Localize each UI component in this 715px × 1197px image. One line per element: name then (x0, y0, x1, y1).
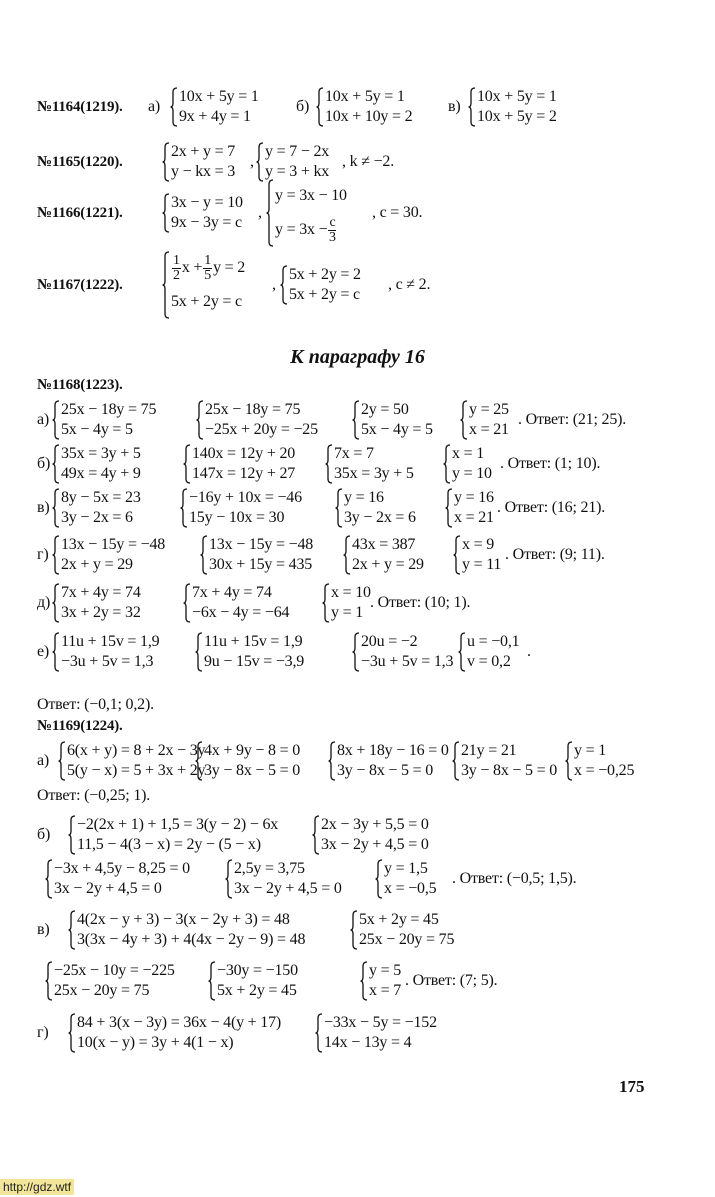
fraction (328, 216, 336, 245)
equation-line: 7x = 7 (334, 445, 374, 462)
equation-line: 20u = −2 (361, 633, 418, 650)
equation-line: 2x + y = 29 (61, 556, 133, 573)
system-lines (217, 961, 298, 1001)
system-lines (325, 87, 412, 127)
equation-line: 9x − 3y = c (171, 214, 242, 231)
equation-line: 4x + 9y − 8 = 0 (204, 742, 301, 759)
item-label: а) (37, 411, 50, 428)
equation-line: 2x + y = 7 (171, 143, 236, 160)
equation-system (352, 632, 453, 672)
system-lines (324, 1013, 437, 1053)
equation-line: x = 9 (462, 536, 495, 553)
equation-system (195, 741, 300, 781)
brace-icon (180, 488, 188, 528)
equation-line: x = 10 (331, 584, 371, 601)
system-lines (331, 583, 371, 623)
system-lines (574, 741, 634, 781)
answer-text: . Ответ: (9; 11). (505, 546, 605, 563)
equation-system (180, 488, 302, 528)
equation-line: −16y + 10x = −46 (189, 489, 302, 506)
equation-line: 7x + 4y = 74 (61, 584, 141, 601)
equation-line: 35x = 3y + 5 (61, 445, 141, 462)
system-lines (205, 400, 318, 440)
equation-system (58, 741, 205, 781)
equation-system (52, 400, 156, 440)
problem-number: №1165(1220). (37, 154, 123, 170)
equation-line: 25x − 20y = 75 (359, 931, 455, 948)
brace-icon (352, 632, 360, 672)
problem-number: №1168(1223). (37, 377, 123, 393)
inline-text: , c ≠ 2. (388, 276, 431, 293)
inline-text: , k ≠ −2. (342, 153, 395, 170)
system-lines (204, 741, 300, 781)
equation-line: 3x − 2y + 4,5 = 0 (54, 880, 162, 897)
equation-line: 3y − 8x − 5 = 0 (337, 762, 434, 779)
equation-line: 9x + 4y = 1 (179, 108, 251, 125)
brace-icon (52, 583, 60, 623)
inline-text: , (250, 153, 254, 170)
fraction-numerator: 1 (173, 252, 180, 268)
equation-line: 3x + 2y = 32 (61, 604, 141, 621)
equation-line: 10x + 5y = 1 (477, 88, 557, 105)
equation-line: 5x + 2y = c (171, 293, 242, 310)
equation-system (343, 535, 424, 575)
equation-line: y = 3x − 10 (275, 187, 347, 204)
equation-line: 11,5 − 4(3 − x) = 2y − (5 − x) (77, 836, 261, 853)
equation-system (360, 961, 401, 1001)
system-lines (265, 142, 329, 182)
equation-line: 5x + 2y = 45 (359, 911, 439, 928)
equation-line: x = 1 (452, 445, 485, 462)
system-lines (77, 910, 305, 950)
answer-text: Ответ: (−0,25; 1). (37, 787, 151, 804)
system-lines (171, 251, 245, 319)
equation-line: y = 10 (452, 465, 492, 482)
equation-line: 35x = 3y + 5 (334, 465, 414, 482)
equation-line: y = 3 + kx (265, 163, 330, 180)
equation-line: −30y = −150 (217, 962, 298, 979)
equation-system (52, 535, 165, 575)
equation-line: −2(2x + 1) + 1,5 = 3(y − 2) − 6x (77, 816, 279, 833)
fraction-denominator: 3 (329, 229, 336, 245)
system-lines (192, 444, 295, 484)
equation-system (208, 961, 298, 1001)
inline-text: . (527, 643, 531, 660)
equation-line: x = 21 (454, 509, 494, 526)
equation-system (350, 910, 454, 950)
brace-icon (352, 400, 360, 440)
equation-line: −3x + 4,5y − 8,25 = 0 (54, 860, 190, 877)
brace-icon (200, 535, 208, 575)
fraction-numerator: c (329, 214, 336, 230)
equation-line: 30x + 15y = 435 (209, 556, 313, 573)
brace-icon (343, 535, 351, 575)
system-lines (334, 444, 414, 484)
equation-system (52, 488, 141, 528)
equation-system (328, 741, 449, 781)
brace-icon (350, 910, 358, 950)
system-lines (289, 265, 361, 305)
brace-icon (45, 961, 53, 1001)
brace-icon (445, 488, 453, 528)
system-lines (454, 488, 494, 528)
system-lines (461, 741, 557, 781)
brace-icon (328, 741, 336, 781)
equation-line: y = 16 (454, 489, 494, 506)
item-label: а) (148, 98, 161, 115)
brace-icon (256, 142, 264, 182)
item-label: б) (37, 826, 51, 843)
fraction (203, 254, 212, 283)
system-lines (67, 741, 205, 781)
system-lines (61, 444, 141, 484)
equation-line: 3y − 2x = 6 (344, 509, 416, 526)
brace-icon (565, 741, 573, 781)
equation-line: 9u − 15v = −3,9 (204, 653, 305, 670)
equation-line: 2,5y = 3,75 (234, 860, 305, 877)
equation-system (316, 87, 412, 127)
inline-text: , (272, 276, 276, 293)
equation-system (52, 444, 141, 484)
system-lines (352, 535, 424, 575)
equation-system (162, 251, 245, 319)
equation-system (266, 179, 347, 247)
answer-text: . Ответ: (1; 10). (500, 455, 601, 472)
item-label: б) (296, 98, 310, 115)
equation-system (162, 142, 235, 182)
brace-icon (266, 179, 274, 247)
problem-number: №1169(1224). (37, 718, 123, 734)
equation-line: −25x − 10y = −225 (54, 962, 175, 979)
equation-line: 3x − y = 10 (171, 194, 243, 211)
brace-icon (45, 859, 53, 899)
equation-line: 25x − 18y = 75 (61, 401, 157, 418)
brace-icon (52, 400, 60, 440)
equation-line: 8x + 18y − 16 = 0 (337, 742, 449, 759)
answer-text: . Ответ: (10; 1). (370, 594, 471, 611)
equation-line: x = 21 (469, 421, 509, 438)
equation-system (453, 535, 501, 575)
equation-system (458, 632, 519, 672)
equation-line: 10x + 5y = 2 (477, 108, 557, 125)
system-lines (192, 583, 289, 623)
equation-system (196, 400, 318, 440)
equation-line (275, 213, 347, 247)
equation-line: 49x = 4y + 9 (61, 465, 141, 482)
system-lines (275, 179, 347, 247)
equation-line: −33x − 5y = −152 (324, 1014, 437, 1031)
answer-text: . Ответ: (−0,5; 1,5). (452, 870, 577, 887)
equation-line: x = −0,25 (574, 762, 635, 779)
system-lines (359, 910, 454, 950)
brace-icon (162, 193, 170, 233)
brace-icon (68, 910, 76, 950)
equation-system (45, 961, 175, 1001)
brace-icon (52, 444, 60, 484)
equation-line: 10x + 5y = 1 (179, 88, 259, 105)
equation-line: y = 1,5 (384, 860, 428, 877)
brace-icon (460, 400, 468, 440)
equation-line: y = 25 (469, 401, 509, 418)
equation-line: y = 1 (331, 604, 364, 621)
answer-text: . Ответ: (16; 21). (497, 499, 606, 516)
equation-line: 84 + 3(x − 3y) = 36x − 4(y + 17) (77, 1014, 282, 1031)
system-lines (61, 400, 156, 440)
equation-line: 6(x + y) = 8 + 2x − 3y (67, 742, 206, 759)
item-label: г) (37, 546, 49, 563)
item-label: б) (37, 455, 51, 472)
equation-line: 2x − 3y + 5,5 = 0 (321, 816, 429, 833)
equation-line: 11u + 15v = 1,9 (204, 633, 303, 650)
system-lines (61, 535, 165, 575)
answer-text: . Ответ: (7; 5). (405, 972, 498, 989)
equation-line: 10x + 5y = 1 (325, 88, 405, 105)
problem-number: №1167(1222). (37, 277, 123, 293)
equation-system (195, 632, 304, 672)
equation-line: 5x + 2y = c (289, 286, 360, 303)
equation-system (162, 193, 243, 233)
brace-icon (52, 488, 60, 528)
equation-system (335, 488, 416, 528)
equation-line (171, 251, 245, 285)
equation-line: u = −0,1 (467, 633, 520, 650)
equation-system (352, 400, 433, 440)
brace-icon (195, 741, 203, 781)
equation-line: y − kx = 3 (171, 163, 236, 180)
equation-line: 14x − 13y = 4 (324, 1034, 412, 1051)
equation-line: 8y − 5x = 23 (61, 489, 141, 506)
equation-line: −25x + 20y = −25 (205, 421, 318, 438)
equation-segment: y = 3x − (275, 221, 328, 238)
system-lines (204, 632, 304, 672)
equation-line: −3u + 5v = 1,3 (361, 653, 454, 670)
equation-system (200, 535, 313, 575)
brace-icon (375, 859, 383, 899)
inline-text: , (258, 204, 262, 221)
fraction (172, 254, 181, 283)
brace-icon (58, 741, 66, 781)
brace-icon (452, 741, 460, 781)
system-lines (452, 444, 492, 484)
equation-line: 5x − 4y = 5 (61, 421, 133, 438)
brace-icon (312, 815, 320, 855)
system-lines (54, 859, 190, 899)
equation-segment: x + (181, 259, 203, 276)
system-lines (171, 193, 243, 233)
equation-line: 25x − 18y = 75 (205, 401, 301, 418)
equation-system (445, 488, 494, 528)
equation-line: y = 11 (462, 556, 502, 573)
equation-system (322, 583, 371, 623)
equation-system (170, 87, 259, 127)
system-lines (469, 400, 509, 440)
equation-system (45, 859, 190, 899)
equation-line: 25x − 20y = 75 (54, 982, 150, 999)
item-label: в) (448, 98, 461, 115)
watermark-link[interactable]: http://gdz.wtf (0, 1179, 74, 1195)
equation-system (52, 632, 159, 672)
item-label: в) (37, 499, 50, 516)
system-lines (209, 535, 313, 575)
equation-line: 10x + 10y = 2 (325, 108, 413, 125)
equation-system (325, 444, 414, 484)
brace-icon (208, 961, 216, 1001)
brace-icon (335, 488, 343, 528)
page-number: 175 (619, 1077, 645, 1096)
equation-line: −6x − 4y = −64 (192, 604, 290, 621)
equation-line: 5x + 2y = 2 (289, 266, 361, 283)
system-lines (61, 632, 159, 672)
brace-icon (325, 444, 333, 484)
system-lines (234, 859, 342, 899)
equation-system (183, 583, 289, 623)
equation-line: x = 7 (369, 982, 402, 999)
item-label: в) (37, 921, 50, 938)
equation-system (52, 583, 141, 623)
equation-segment: y = 2 (213, 259, 246, 276)
brace-icon (196, 400, 204, 440)
equation-system (443, 444, 492, 484)
equation-line: 147x = 12y + 27 (192, 465, 296, 482)
fraction-denominator: 2 (173, 267, 180, 283)
equation-line: y = 5 (369, 962, 402, 979)
equation-line: 3x − 2y + 4,5 = 0 (321, 836, 429, 853)
system-lines (179, 87, 259, 127)
equation-system (375, 859, 436, 899)
brace-icon (162, 251, 170, 319)
brace-icon (360, 961, 368, 1001)
problem-number: №1164(1219). (37, 99, 123, 115)
equation-system (183, 444, 295, 484)
brace-icon (195, 632, 203, 672)
equation-system (452, 741, 557, 781)
system-lines (361, 632, 453, 672)
equation-line: 21y = 21 (461, 742, 517, 759)
equation-system (68, 815, 278, 855)
brace-icon (458, 632, 466, 672)
system-lines (189, 488, 302, 528)
system-lines (61, 488, 141, 528)
fraction-denominator: 5 (204, 267, 212, 283)
equation-line: y = 16 (344, 489, 384, 506)
equation-line: 2y = 50 (361, 401, 409, 418)
brace-icon (453, 535, 461, 575)
system-lines (337, 741, 449, 781)
equation-system (256, 142, 329, 182)
equation-line: −3u + 5v = 1,3 (61, 653, 154, 670)
equation-line: 2x + y = 29 (352, 556, 424, 573)
answer-text: . Ответ: (21; 25). (518, 411, 627, 428)
equation-system (225, 859, 342, 899)
equation-system (460, 400, 509, 440)
section-heading: К параграфу 16 (290, 346, 425, 368)
system-lines (384, 859, 436, 899)
equation-system (468, 87, 557, 127)
equation-line: 3y − 8x − 5 = 0 (204, 762, 301, 779)
equation-line: 7x + 4y = 74 (192, 584, 272, 601)
equation-line: 10(x − y) = 3y + 4(1 − x) (77, 1034, 234, 1051)
system-lines (77, 1013, 281, 1053)
brace-icon (52, 535, 60, 575)
system-lines (361, 400, 433, 440)
system-lines (369, 961, 401, 1001)
brace-icon (162, 142, 170, 182)
system-lines (477, 87, 557, 127)
fraction-numerator: 1 (204, 252, 212, 268)
equation-system (68, 910, 305, 950)
brace-icon (443, 444, 451, 484)
equation-line: 3(3x − 4y + 3) + 4(4x − 2y − 9) = 48 (77, 931, 306, 948)
brace-icon (322, 583, 330, 623)
equation-system (280, 265, 361, 305)
brace-icon (183, 444, 191, 484)
equation-system (315, 1013, 437, 1053)
equation-line: 11u + 15v = 1,9 (61, 633, 160, 650)
equation-line: 13x − 15y = −48 (61, 536, 166, 553)
system-lines (61, 583, 141, 623)
equation-line: 13x − 15y = −48 (209, 536, 314, 553)
item-label: д) (37, 594, 51, 611)
equation-system (312, 815, 429, 855)
brace-icon (52, 632, 60, 672)
system-lines (344, 488, 416, 528)
item-label: г) (37, 1024, 49, 1041)
brace-icon (316, 87, 324, 127)
brace-icon (280, 265, 288, 305)
equation-line: 5x − 4y = 5 (361, 421, 433, 438)
system-lines (77, 815, 278, 855)
equation-line: 140x = 12y + 20 (192, 445, 296, 462)
item-label: а) (37, 752, 50, 769)
brace-icon (315, 1013, 323, 1053)
equation-line: 4(2x − y + 3) − 3(x − 2y + 3) = 48 (77, 911, 290, 928)
equation-line: 15y − 10x = 30 (189, 509, 285, 526)
equation-line: 5(y − x) = 5 + 3x + 2y (67, 762, 206, 779)
equation-line: x = −0,5 (384, 880, 437, 897)
item-label: е) (37, 643, 50, 660)
equation-system (565, 741, 634, 781)
brace-icon (468, 87, 476, 127)
equation-line: v = 0,2 (467, 653, 511, 670)
equation-line: 3y − 8x − 5 = 0 (461, 762, 558, 779)
answer-text: Ответ: (−0,1; 0,2). (37, 696, 154, 713)
equation-line: 43x = 387 (352, 536, 416, 553)
brace-icon (183, 583, 191, 623)
system-lines (467, 632, 519, 672)
equation-line: 5x + 2y = 45 (217, 982, 297, 999)
equation-line: 3y − 2x = 6 (61, 509, 133, 526)
brace-icon (68, 1013, 76, 1053)
system-lines (54, 961, 175, 1001)
problem-number: №1166(1221). (37, 205, 123, 221)
system-lines (171, 142, 235, 182)
inline-text: , c = 30. (372, 204, 423, 221)
brace-icon (170, 87, 178, 127)
equation-line: 3x − 2y + 4,5 = 0 (234, 880, 342, 897)
system-lines (321, 815, 429, 855)
equation-line: y = 7 − 2x (265, 143, 330, 160)
system-lines (462, 535, 501, 575)
brace-icon (225, 859, 233, 899)
equation-line: y = 1 (574, 742, 607, 759)
equation-system (68, 1013, 281, 1053)
brace-icon (68, 815, 76, 855)
